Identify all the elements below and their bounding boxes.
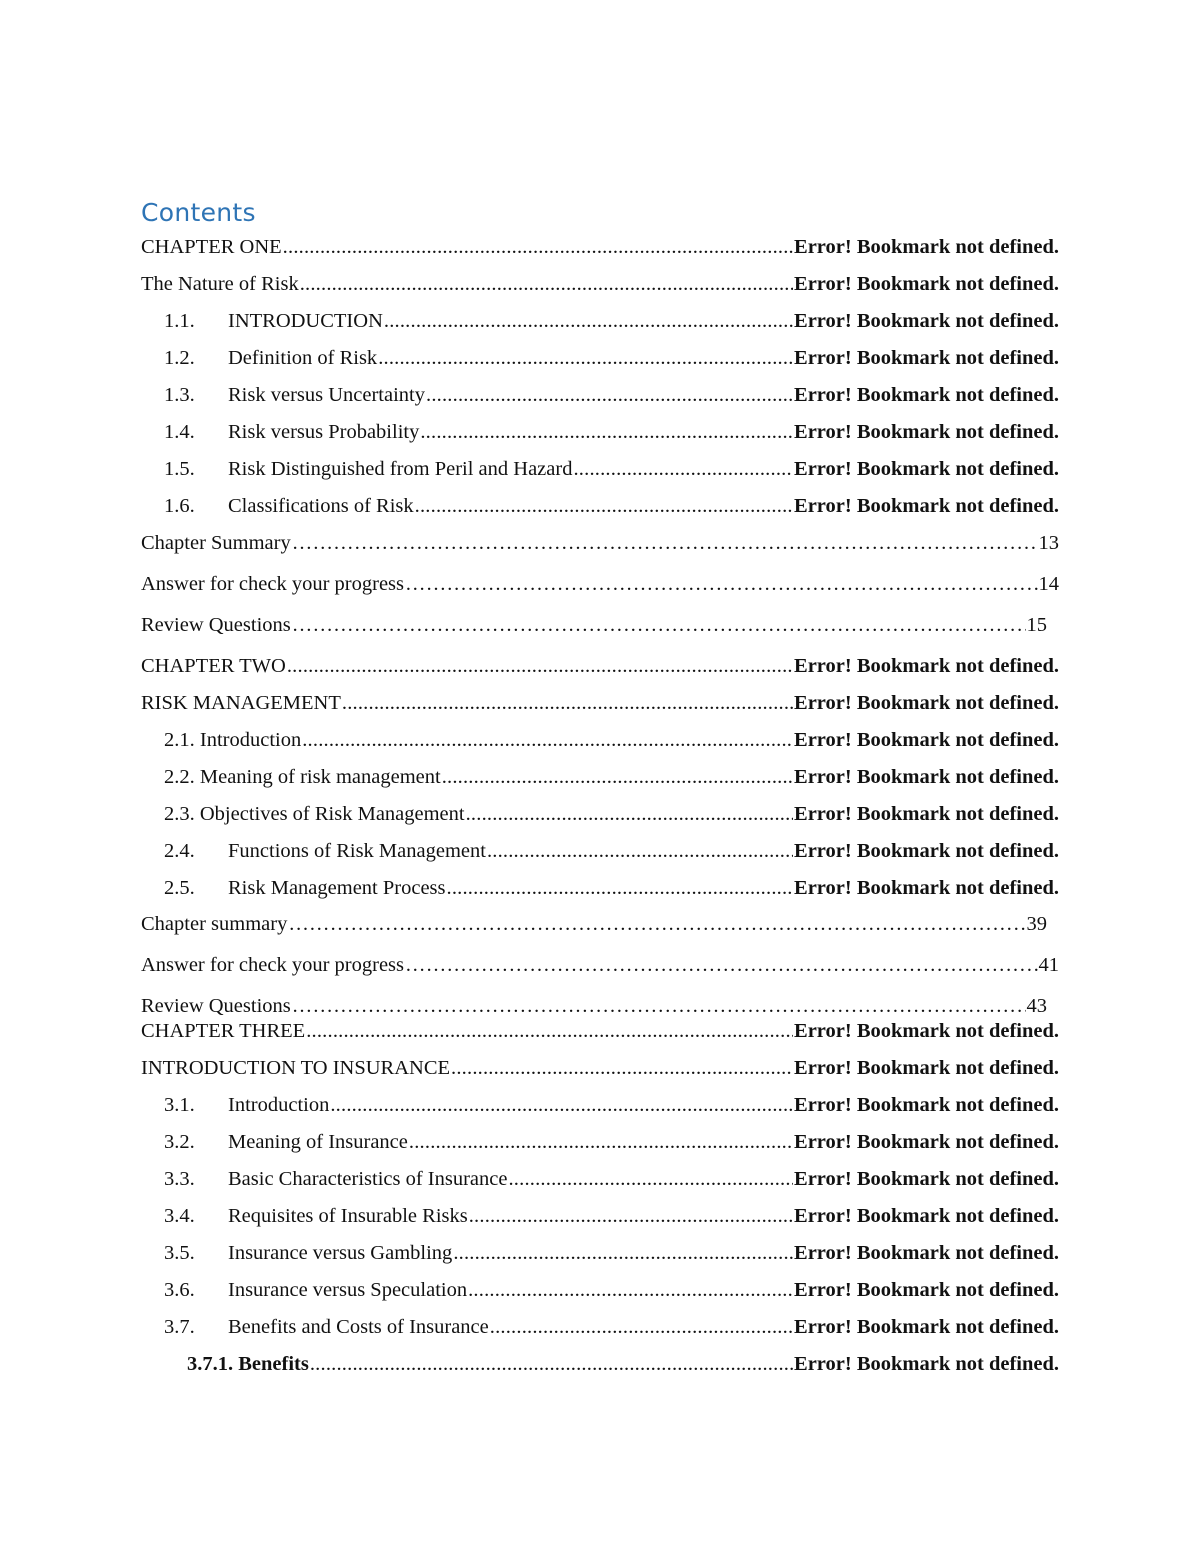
dot-leader — [490, 1316, 793, 1339]
toc-error-text: Error! Bookmark not defined. — [794, 310, 1059, 332]
toc-error-text: Error! Bookmark not defined. — [794, 803, 1059, 825]
toc-entry-text: Meaning of Insurance — [228, 1131, 408, 1153]
dot-leader — [487, 840, 793, 863]
dot-leader — [287, 655, 793, 678]
toc-error-text: Error! Bookmark not defined. — [794, 384, 1059, 406]
toc-error-text: Error! Bookmark not defined. — [794, 1279, 1059, 1301]
dot-leader — [447, 877, 794, 900]
toc-entry-2-2[interactable] — [164, 766, 1059, 794]
toc-entry-text: Requisites of Insurable Risks — [228, 1205, 468, 1227]
toc-entry-text: RISK MANAGEMENT — [141, 692, 341, 714]
dot-leader — [292, 532, 1038, 555]
toc-error-text: Error! Bookmark not defined. — [794, 729, 1059, 751]
toc-entry-text: Chapter summary — [141, 913, 288, 935]
toc-entry-text: Chapter Summary — [141, 532, 291, 554]
toc-entry-number: 3.3. — [164, 1168, 195, 1190]
toc-entry-text: 3.7.1. Benefits — [187, 1353, 309, 1375]
toc-entry-chapter-two[interactable] — [141, 655, 1059, 683]
toc-entry-risk-management[interactable] — [141, 692, 1059, 720]
toc-entry-text: Risk Distinguished from Peril and Hazard — [228, 458, 573, 480]
dot-leader — [466, 803, 793, 826]
dot-leader — [468, 1279, 793, 1302]
toc-entry-3-4[interactable] — [164, 1205, 1059, 1233]
dot-leader — [451, 1057, 793, 1080]
toc-entry-number: 3.2. — [164, 1131, 195, 1153]
dot-leader — [573, 458, 793, 481]
toc-entry-answers-2[interactable] — [141, 954, 1059, 982]
toc-entry-number: 3.1. — [164, 1094, 195, 1116]
toc-entry-number: 2.4. — [164, 840, 195, 862]
dot-leader — [292, 995, 1026, 1018]
toc-entry-text: Risk versus Uncertainty — [228, 384, 425, 406]
toc-entry-2-5[interactable] — [164, 877, 1059, 905]
toc-error-text: Error! Bookmark not defined. — [794, 877, 1059, 899]
toc-error-text: Error! Bookmark not defined. — [794, 766, 1059, 788]
toc-entry-2-1[interactable] — [164, 729, 1059, 757]
toc-entry-number: 1.3. — [164, 384, 195, 406]
toc-entry-text: Answer for check your progress — [141, 954, 404, 976]
toc-entry-1-6[interactable] — [164, 495, 1059, 523]
toc-entry-chapter-three[interactable] — [141, 1020, 1059, 1048]
toc-entry-nature-of-risk[interactable] — [141, 273, 1059, 301]
toc-entry-3-7[interactable] — [164, 1316, 1059, 1344]
toc-error-text: Error! Bookmark not defined. — [794, 1205, 1059, 1227]
toc-entry-text: The Nature of Risk — [141, 273, 299, 295]
dot-leader — [415, 495, 793, 518]
toc-entry-text: Insurance versus Gambling — [228, 1242, 453, 1264]
toc-entry-number: 1.5. — [164, 458, 195, 480]
dot-leader — [469, 1205, 793, 1228]
toc-entry-text: CHAPTER ONE — [141, 236, 282, 258]
toc-error-text: Error! Bookmark not defined. — [794, 655, 1059, 677]
toc-entry-introduction-to-insurance[interactable] — [141, 1057, 1059, 1085]
toc-entry-number: 3.7. — [164, 1316, 195, 1338]
toc-error-text: Error! Bookmark not defined. — [794, 273, 1059, 295]
toc-entry-text: Insurance versus Speculation — [228, 1279, 468, 1301]
toc-error-text: Error! Bookmark not defined. — [794, 1057, 1059, 1079]
toc-error-text: Error! Bookmark not defined. — [794, 1353, 1059, 1375]
toc-entry-text: Review Questions — [141, 995, 291, 1017]
toc-entry-text: Review Questions — [141, 614, 291, 636]
toc-entry-chapter-summary-2[interactable] — [141, 913, 1047, 941]
dot-leader — [508, 1168, 793, 1191]
toc-entry-text: Definition of Risk — [228, 347, 378, 369]
toc-entry-2-4[interactable] — [164, 840, 1059, 868]
dot-leader — [310, 1353, 793, 1376]
toc-entry-1-3[interactable] — [164, 384, 1059, 412]
toc-entry-number: 3.4. — [164, 1205, 195, 1227]
toc-entry-1-5[interactable] — [164, 458, 1059, 486]
toc-error-text: Error! Bookmark not defined. — [794, 1020, 1059, 1042]
toc-error-text: Error! Bookmark not defined. — [794, 1131, 1059, 1153]
toc-entry-2-3[interactable] — [164, 803, 1059, 831]
dot-leader — [426, 384, 793, 407]
toc-entry-number: 2.5. — [164, 877, 195, 899]
toc-entry-3-3[interactable] — [164, 1168, 1059, 1196]
dot-leader — [292, 614, 1026, 637]
toc-entry-text: CHAPTER TWO — [141, 655, 286, 677]
toc-entry-text: 2.1. Introduction — [164, 729, 302, 751]
dot-leader — [453, 1242, 793, 1265]
toc-entry-3-7-1[interactable] — [187, 1353, 1059, 1381]
toc-page-number: 43 — [1026, 995, 1047, 1017]
toc-entry-3-1[interactable] — [164, 1094, 1059, 1122]
dot-leader — [330, 1094, 793, 1117]
dot-leader — [442, 766, 793, 789]
toc-entry-text: Functions of Risk Management — [228, 840, 486, 862]
toc-entry-3-5[interactable] — [164, 1242, 1059, 1270]
toc-error-text: Error! Bookmark not defined. — [794, 1168, 1059, 1190]
dot-leader — [300, 273, 793, 296]
dot-leader — [283, 236, 793, 259]
dot-leader — [302, 729, 793, 752]
toc-entry-text: Basic Characteristics of Insurance — [228, 1168, 508, 1190]
dot-leader — [306, 1020, 793, 1043]
toc-title: Contents — [141, 198, 256, 227]
dot-leader — [405, 573, 1038, 596]
toc-entry-text: Answer for check your progress — [141, 573, 404, 595]
toc-entry-1-1[interactable] — [164, 310, 1059, 338]
toc-entry-text: Benefits and Costs of Insurance — [228, 1316, 489, 1338]
toc-entry-3-6[interactable] — [164, 1279, 1059, 1307]
toc-error-text: Error! Bookmark not defined. — [794, 347, 1059, 369]
toc-page-number: 14 — [1038, 573, 1059, 595]
toc-entry-text: CHAPTER THREE — [141, 1020, 306, 1042]
toc-entry-number: 3.6. — [164, 1279, 195, 1301]
dot-leader — [409, 1131, 793, 1154]
toc-error-text: Error! Bookmark not defined. — [794, 1316, 1059, 1338]
toc-error-text: Error! Bookmark not defined. — [794, 421, 1059, 443]
dot-leader — [288, 913, 1025, 936]
toc-entry-answers-1[interactable] — [141, 573, 1059, 601]
toc-entry-review-2[interactable] — [141, 995, 1047, 1023]
toc-entry-text: Introduction — [228, 1094, 330, 1116]
toc-entry-1-2[interactable] — [164, 347, 1059, 375]
toc-entry-chapter-one[interactable] — [141, 236, 1059, 264]
toc-entry-1-4[interactable] — [164, 421, 1059, 449]
toc-error-text: Error! Bookmark not defined. — [794, 840, 1059, 862]
toc-entry-text: INTRODUCTION — [228, 310, 383, 332]
toc-entry-text: INTRODUCTION TO INSURANCE — [141, 1057, 451, 1079]
toc-entry-number: 1.1. — [164, 310, 195, 332]
toc-entry-text: Risk versus Probability — [228, 421, 420, 443]
toc-error-text: Error! Bookmark not defined. — [794, 692, 1059, 714]
toc-page-number: 39 — [1026, 913, 1047, 935]
toc-entry-text: Risk Management Process — [228, 877, 446, 899]
toc-entry-review-1[interactable] — [141, 614, 1047, 642]
toc-error-text: Error! Bookmark not defined. — [794, 1094, 1059, 1116]
dot-leader — [420, 421, 793, 444]
toc-page-number: 15 — [1026, 614, 1047, 636]
dot-leader — [378, 347, 793, 370]
toc-entry-number: 1.4. — [164, 421, 195, 443]
toc-error-text: Error! Bookmark not defined. — [794, 495, 1059, 517]
dot-leader — [384, 310, 793, 333]
toc-entry-number: 3.5. — [164, 1242, 195, 1264]
toc-entry-chapter-summary-1[interactable] — [141, 532, 1059, 560]
toc-entry-number: 1.6. — [164, 495, 195, 517]
toc-page-number: 41 — [1038, 954, 1059, 976]
toc-entry-3-2[interactable] — [164, 1131, 1059, 1159]
toc-entry-number: 1.2. — [164, 347, 195, 369]
toc-error-text: Error! Bookmark not defined. — [794, 458, 1059, 480]
toc-entry-text: 2.3. Objectives of Risk Management — [164, 803, 465, 825]
dot-leader — [342, 692, 793, 715]
toc-page-number: 13 — [1038, 532, 1059, 554]
toc-error-text: Error! Bookmark not defined. — [794, 236, 1059, 258]
toc-error-text: Error! Bookmark not defined. — [794, 1242, 1059, 1264]
toc-entry-text: 2.2. Meaning of risk management — [164, 766, 441, 788]
dot-leader — [405, 954, 1038, 977]
toc-entry-text: Classifications of Risk — [228, 495, 414, 517]
